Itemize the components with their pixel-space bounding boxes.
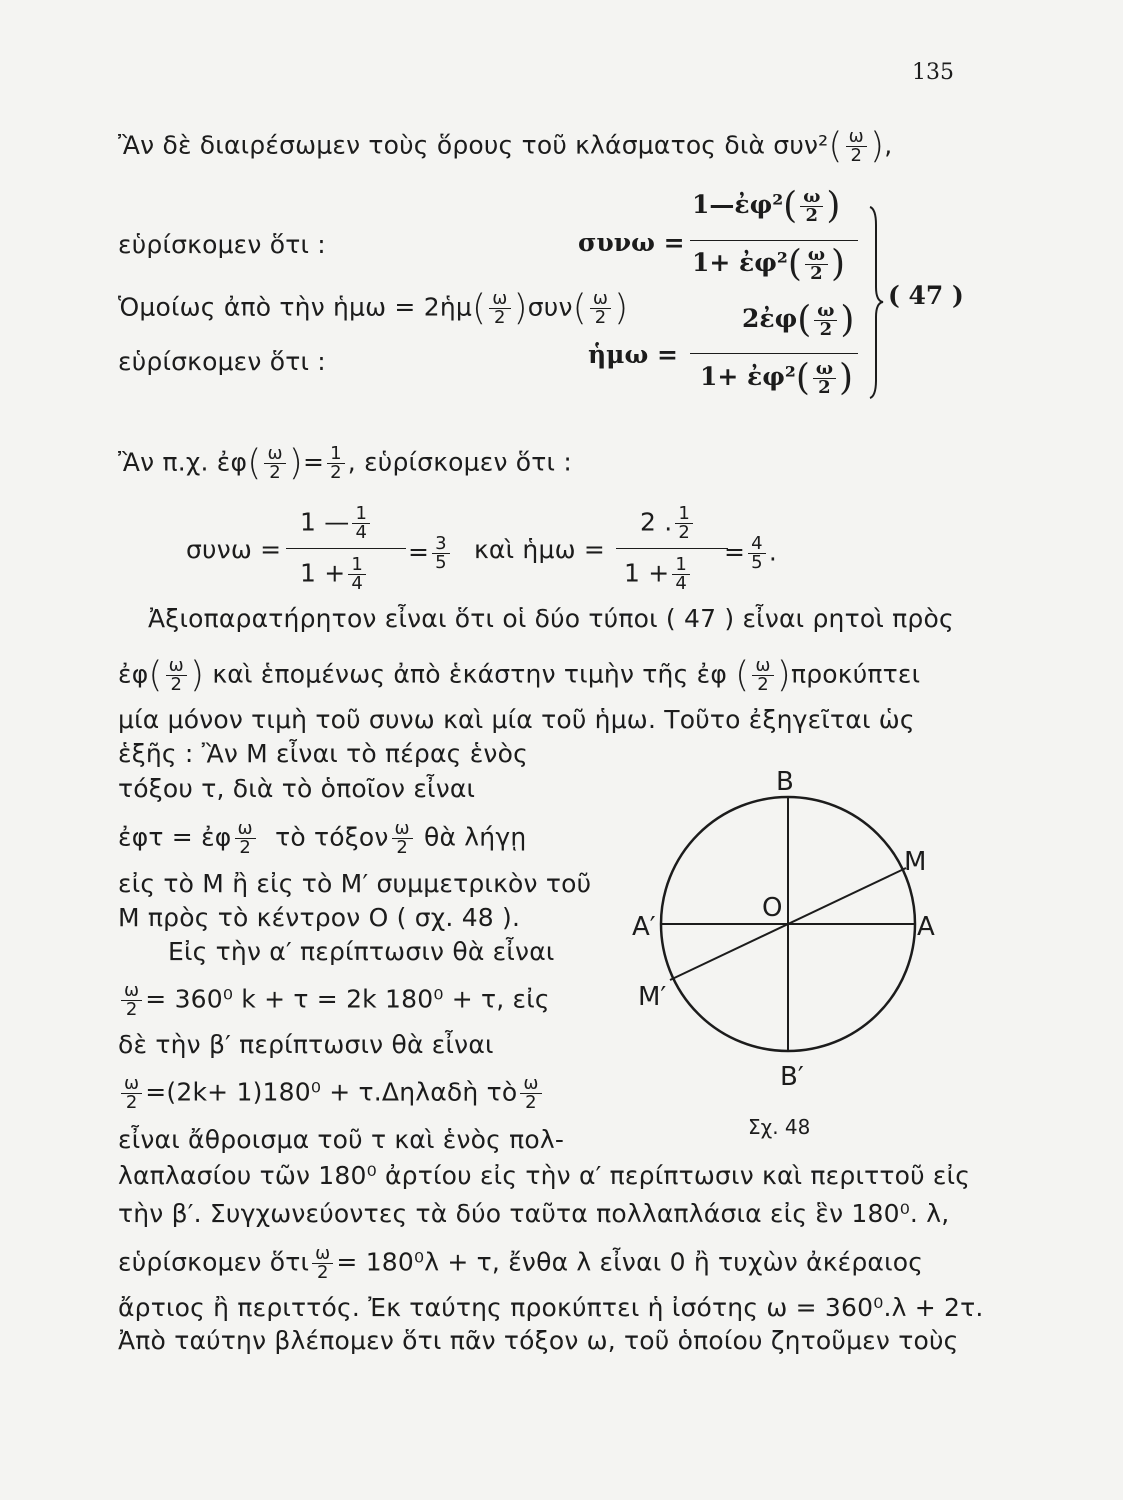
text-line-12: $\frac{\omega}{2}$ =(2k+ 1)180⁰ + τ.Δηλαδὴ τὸ $\frac{\omega}{2}$ xyxy=(118,1075,545,1112)
text-line-16: εὑρίσκομεν ὅτι $\frac{\omega}{2}$ = 180⁰λ + τ, ἔνθα λ εἶναι 0 ἢ τυχὼν ἀκέραιος xyxy=(118,1243,924,1283)
heuriskomen-1: εὑρίσκομεν ὅτι : xyxy=(118,230,326,259)
cos-fraction-bar xyxy=(690,240,858,241)
intro-line: Ἂν δὲ διαιρέσωμεν τοὺς ὅρους τοῦ κλάσματος διὰ συν²( $\frac{\omega}{2}$ ), xyxy=(118,125,893,167)
text-line-5: τόξου τ, διὰ τὸ ὁποῖον εἶναι xyxy=(118,774,476,803)
figure-48 xyxy=(620,760,950,1100)
text-line-15: τὴν β′. Συγχωνεύοντες τὰ δύο ταῦτα πολλαπλάσια εἰς ἓν 180⁰. λ, xyxy=(118,1199,950,1228)
text-line-14: λαπλασίου τῶν 180⁰ ἀρτίου εἰς τὴν α′ περίπτωσιν καὶ περιττοῦ εἰς xyxy=(118,1161,971,1190)
ex-sin-numerator: 2 . $\frac{1}{2}$ xyxy=(640,505,696,542)
omega-half-fraction: $\frac{\omega}{2}$ xyxy=(846,128,867,165)
text-line-4: ἑξῆς : Ἂν Μ εἶναι τὸ πέρας ἑνὸς xyxy=(118,739,528,768)
text-line-17: ἄρτιος ἢ περιττός. Ἐκ ταύτης προκύπτει ἡ ἰσότης ω = 360⁰.λ + 2τ. xyxy=(118,1293,984,1322)
sin-numerator: 2ἐφ( $\frac{\omega}{2}$ ) xyxy=(742,299,855,341)
intro-text: Ἂν δὲ διαιρέσωμεν τοὺς ὅρους τοῦ κλάσματος διὰ συν² xyxy=(118,130,829,160)
sin-denominator: 1+ ἐφ²( $\frac{\omega}{2}$ ) xyxy=(700,357,854,399)
sin-fraction-bar xyxy=(690,353,858,354)
ex-cos-denominator: 1 + $\frac{1}{4}$ xyxy=(300,556,369,593)
cos-label: συνω = xyxy=(578,228,685,257)
text-line-3: μία μόνον τιμὴ τοῦ συνω καὶ μία τοῦ ἡμω. Τοῦτο ἐξηγεῖται ὡς xyxy=(118,705,915,734)
ex-sin-result: = $\frac{4}{5}$ . xyxy=(724,533,777,573)
cos-denominator: 1+ ἐφ²( $\frac{\omega}{2}$ ) xyxy=(692,243,846,285)
text-line-13: εἶναι ἄθροισμα τοῦ τ καὶ ἑνὸς πολ- xyxy=(118,1125,565,1154)
ex-kai-sin: καὶ ἡμω = xyxy=(474,535,605,564)
text-line-18: Ἀπὸ ταύτην βλέπομεν ὅτι πᾶν τόξον ω, τοῦ ὁποίου ζητοῦμεν τοὺς xyxy=(118,1326,959,1355)
text-line-10: $\frac{\omega}{2}$ = 360⁰ k + τ = 2k 180⁰ + τ, εἰς xyxy=(118,982,550,1019)
label-B-prime: B′ xyxy=(780,1062,804,1092)
equation-brace xyxy=(866,205,886,400)
label-M-prime: M′ xyxy=(638,982,667,1012)
label-A-prime: A′ xyxy=(632,912,656,942)
sin-label: ἡμω = xyxy=(588,340,678,369)
text-line-7: εἰς τὸ Μ ἢ εἰς τὸ Μ′ συμμετρικὸν τοῦ xyxy=(118,869,592,898)
example-line: Ἂν π.χ. ἐφ( $\frac{\omega}{2}$ )= $\frac{1}{2}$ , εὑρίσκομεν ὅτι : xyxy=(118,442,572,484)
label-M: M xyxy=(904,847,927,877)
omoios-line: Ὁμοίως ἀπὸ τὴν ἡμω = 2ἡμ( $\frac{\omega}{2}$ )συν( $\frac{\omega}{2}$ ) xyxy=(118,287,629,329)
label-A: A xyxy=(917,912,935,942)
ex-cos-label: συνω = xyxy=(186,535,282,564)
figure-caption: Σχ. 48 xyxy=(748,1115,811,1139)
ex-sin-denominator: 1 + $\frac{1}{4}$ xyxy=(624,556,693,593)
label-B: B xyxy=(776,767,794,797)
text-line-2: ἐφ( $\frac{\omega}{2}$ ) καὶ ἑπομένως ἀπὸ ἑκάστην τιμὴν τῆς ἐφ ( $\frac{\omega}{2}$ )προκύπτει xyxy=(118,654,921,696)
remark-line: Ἀξιοπαρατήρητον εἶναι ὅτι οἱ δύο τύποι ( 47 ) εἶναι ρητοὶ πρὸς xyxy=(148,604,954,633)
text-line-9: Εἰς τὴν α′ περίπτωσιν θὰ εἶναι xyxy=(168,937,555,966)
label-O: O xyxy=(762,893,783,923)
ex-cos-numerator: 1 — $\frac{1}{4}$ xyxy=(300,505,373,542)
page-number: 135 xyxy=(912,60,954,85)
text-line-8: Μ πρὸς τὸ κέντρον Ο ( σχ. 48 ). xyxy=(118,903,521,932)
equation-number: ( 47 ) xyxy=(888,281,964,310)
text-line-6: ἐφτ = ἐφ $\frac{\omega}{2}$ τὸ τόξον $\frac{\omega}{2}$ θὰ λήγῃ xyxy=(118,818,527,858)
cos-numerator: 1—ἐφ²( $\frac{\omega}{2}$ ) xyxy=(692,185,841,227)
text-line-11: δὲ τὴν β′ περίπτωσιν θὰ εἶναι xyxy=(118,1030,494,1059)
ex-sin-bar xyxy=(616,548,728,549)
ex-cos-result: = $\frac{3}{5}$ xyxy=(408,535,453,572)
ex-cos-bar xyxy=(286,548,406,549)
heuriskomen-2: εὑρίσκομεν ὅτι : xyxy=(118,347,326,376)
